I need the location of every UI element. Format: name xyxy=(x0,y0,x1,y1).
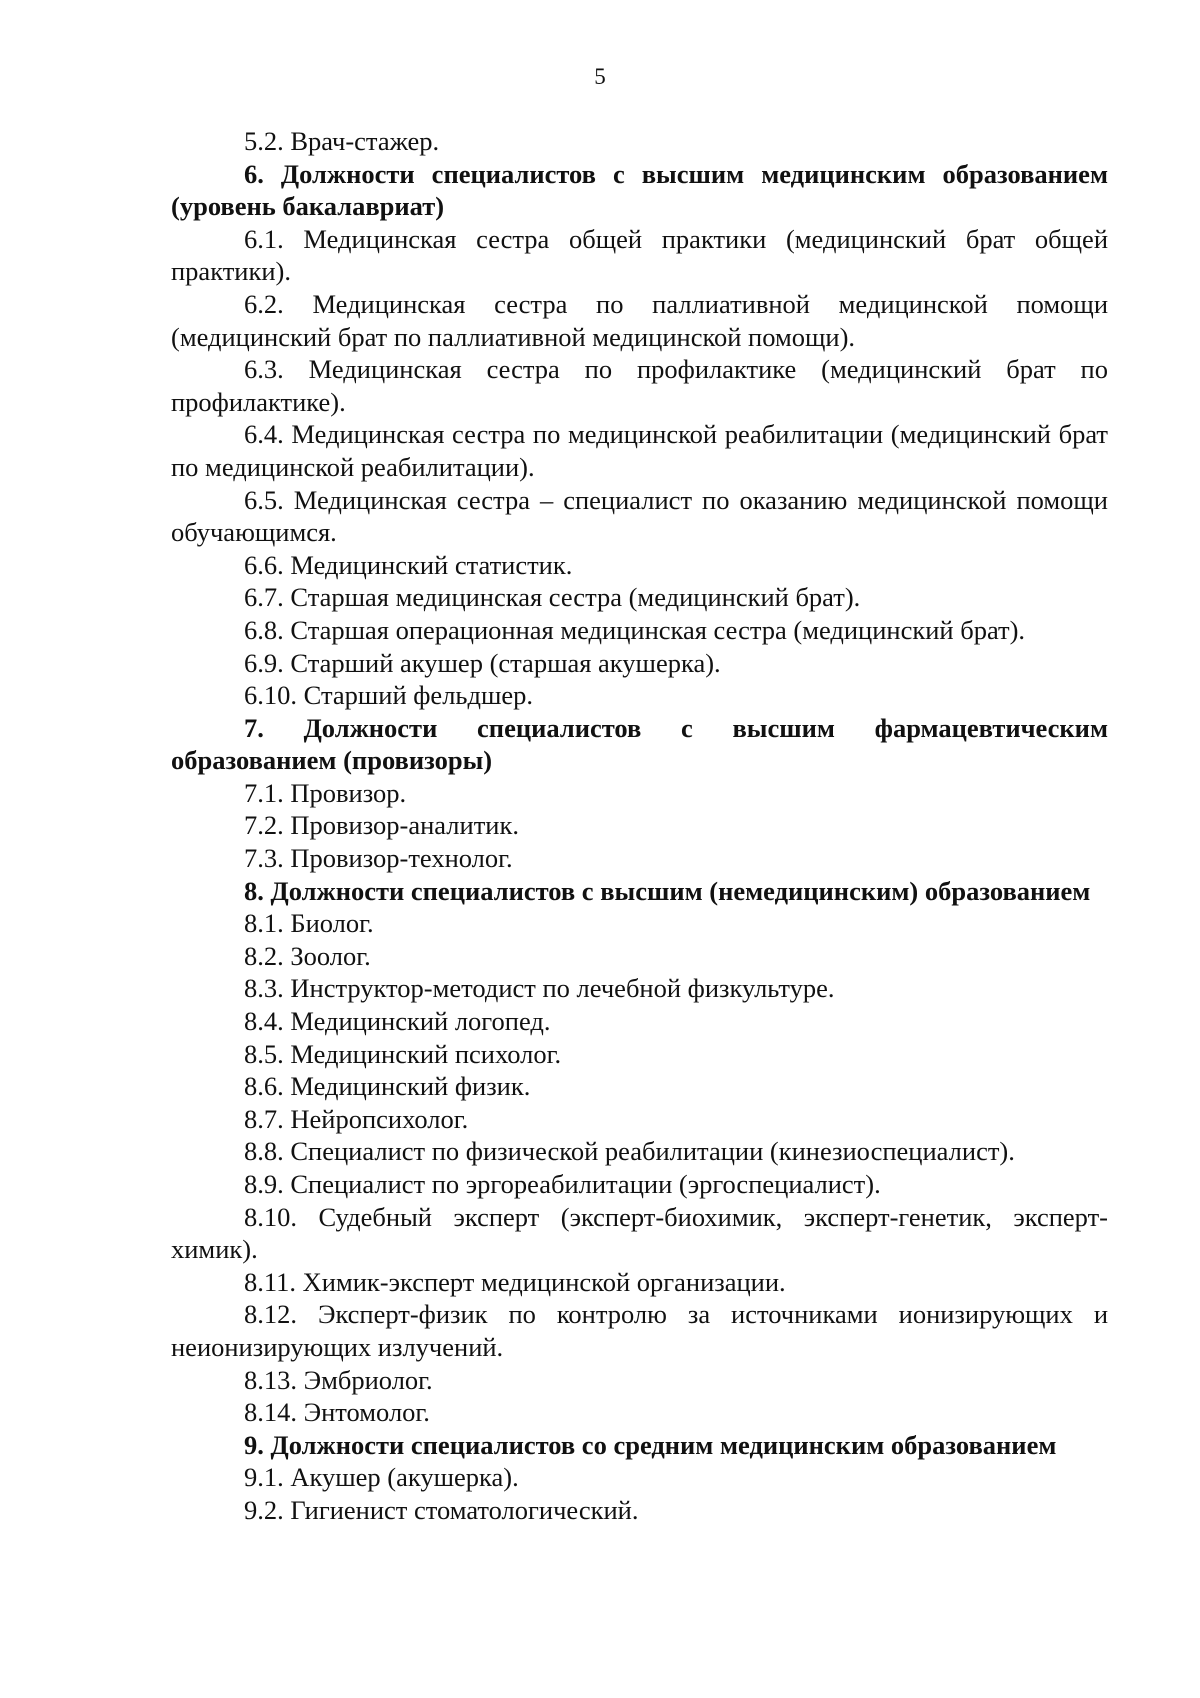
list-item: 7.2. Провизор-аналитик. xyxy=(244,810,519,841)
document-body xyxy=(171,125,1108,1527)
list-item: 7.3. Провизор-технолог. xyxy=(244,843,513,874)
list-item: 8.9. Специалист по эргореабилитации (эргоспециалист). xyxy=(244,1169,881,1199)
section-heading: 9. Должности специалистов со средним медицинским образованием xyxy=(244,1429,1057,1460)
list-item: 6.8. Старшая операционная медицинская сестра (медицинский брат). xyxy=(244,614,1026,645)
list-item: 8.14. Энтомолог. xyxy=(244,1397,430,1428)
list-item: 6.9. Старший акушер (старшая акушерка). xyxy=(244,647,721,678)
list-item: 8.5. Медицинский психолог. xyxy=(244,1038,562,1069)
list-item: 7.1. Провизор. xyxy=(244,777,407,808)
list-item: 6.6. Медицинский статистик. xyxy=(244,549,573,580)
list-item: 6.1. Медицинская сестра общей практики (медицинский брат общей практики). xyxy=(171,223,1108,287)
list-item: 8.7. Нейропсихолог. xyxy=(244,1103,469,1134)
list-item: 6.5. Медицинская сестра – специалист по оказанию медицинской помощи обучающимся. xyxy=(171,484,1108,548)
list-item: 8.8. Специалист по физической реабилитации (кинезиоспециалист). xyxy=(244,1136,1015,1167)
list-item: 8.6. Медицинский физик. xyxy=(244,1071,531,1102)
list-item: 5.2. Врач-стажер. xyxy=(244,126,440,156)
list-item: 8.4. Медицинский логопед. xyxy=(244,1006,551,1037)
list-item: 9.2. Гигиенист стоматологический. xyxy=(244,1494,639,1525)
list-item: 8.12. Эксперт-физик по контролю за источниками ионизирующих и неионизирующих излучений. xyxy=(171,1299,1108,1362)
list-item: 6.10. Старший фельдшер. xyxy=(244,680,534,711)
section-heading: 6. Должности специалистов с высшим медицинским образованием (уровень бакалавриат) xyxy=(171,158,1108,222)
list-item: 9.1. Акушер (акушерка). xyxy=(244,1462,519,1493)
list-item: 8.1. Биолог. xyxy=(244,908,374,939)
list-item: 8.13. Эмбриолог. xyxy=(244,1364,433,1395)
list-item: 6.4. Медицинская сестра по медицинской реабилитации (медицинский брат по медицинской реабилитации). xyxy=(171,419,1108,482)
page-number: 5 xyxy=(594,64,606,89)
list-item: 8.11. Химик-эксперт медицинской организации. xyxy=(244,1266,786,1297)
list-item: 8.10. Судебный эксперт (эксперт-биохимик, эксперт-генетик, эксперт-химик). xyxy=(171,1201,1108,1265)
list-item: 6.7. Старшая медицинская сестра (медицинский брат). xyxy=(244,582,861,613)
section-heading: 8. Должности специалистов с высшим (немедицинским) образованием xyxy=(244,875,1091,906)
list-item: 8.2. Зоолог. xyxy=(244,940,371,971)
list-item: 8.3. Инструктор-методист по лечебной физкультуре. xyxy=(244,973,835,1004)
list-item: 6.2. Медицинская сестра по паллиативной медицинской помощи (медицинский брат по паллиативной медицинской помощи). xyxy=(171,288,1108,352)
section-heading: 7. Должности специалистов с высшим фармацевтическим образованием (провизоры) xyxy=(171,712,1108,776)
list-item: 6.3. Медицинская сестра по профилактике (медицинский брат по профилактике). xyxy=(171,354,1108,417)
